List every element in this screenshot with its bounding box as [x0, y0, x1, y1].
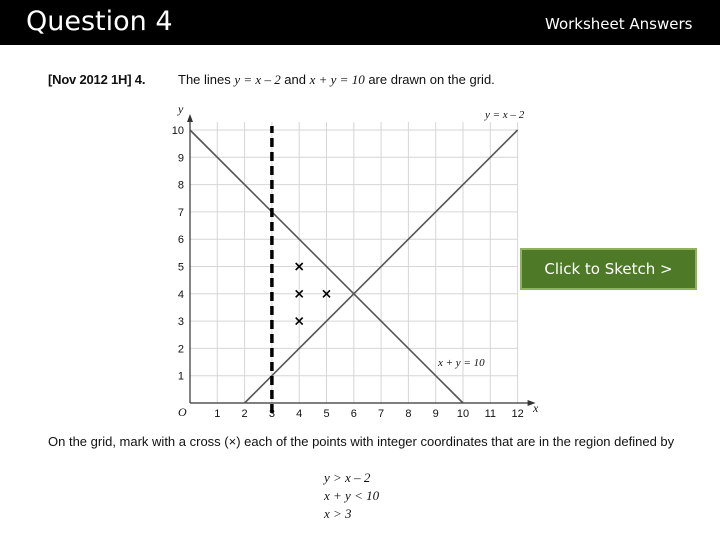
x-axis-label: x: [533, 401, 539, 415]
y-tick-label: 2: [177, 343, 184, 356]
question-source-text: [Nov 2012 1H] 4.: [48, 72, 146, 87]
x-tick-label: 11: [484, 408, 497, 420]
worksheet-title: Worksheet Answers: [545, 15, 693, 33]
line-label-x-plus-y-equals-10: x + y = 10: [438, 357, 485, 369]
y-tick-label: 5: [177, 261, 184, 274]
instruction-text: On the grid, mark with a cross (×) each of the points with integer coordinates that are in the region defined by: [48, 434, 675, 449]
x-tick-label: 12: [511, 408, 524, 420]
inequality-2: x + y < 10: [324, 488, 380, 503]
y-tick-label: 10: [171, 125, 184, 137]
question-title: Question 4: [26, 6, 173, 37]
x-tick-label: 1: [214, 408, 221, 420]
y-tick-label: 1: [177, 370, 184, 383]
x-tick-label: 4: [296, 408, 303, 420]
x-tick-label: 5: [323, 408, 330, 420]
x-tick-label: 10: [456, 408, 470, 420]
y-tick-label: 3: [177, 316, 184, 329]
x-tick-label: 3: [268, 408, 275, 420]
x-tick-label: 8: [405, 408, 412, 420]
click-to-sketch-button[interactable]: Click to Sketch >: [520, 248, 697, 290]
intro-line2: x + y = 10: [309, 72, 365, 87]
inequality-3: x > 3: [324, 506, 352, 521]
y-axis-arrow-icon: [187, 114, 193, 122]
y-tick-label: 7: [177, 206, 184, 219]
x-tick-label: 7: [378, 408, 385, 420]
intro-mid: and: [280, 72, 310, 87]
origin-label: O: [178, 405, 187, 419]
intro-line1: y = x – 2: [234, 72, 281, 87]
intro-prefix: The lines: [178, 72, 235, 87]
y-axis-label: y: [178, 102, 184, 116]
x-tick-label: 2: [241, 408, 248, 420]
y-tick-label: 9: [177, 152, 184, 165]
intro-suffix: are drawn on the grid.: [364, 72, 495, 87]
x-tick-label: 9: [432, 408, 439, 420]
line-label-y-equals-x-minus-2: y = x – 2: [485, 109, 525, 121]
y-tick-label: 6: [177, 234, 184, 247]
inequality-1: y > x – 2: [324, 470, 371, 485]
y-tick-label: 8: [177, 179, 184, 192]
y-tick-label: 4: [177, 288, 184, 301]
x-tick-label: 6: [350, 408, 357, 420]
